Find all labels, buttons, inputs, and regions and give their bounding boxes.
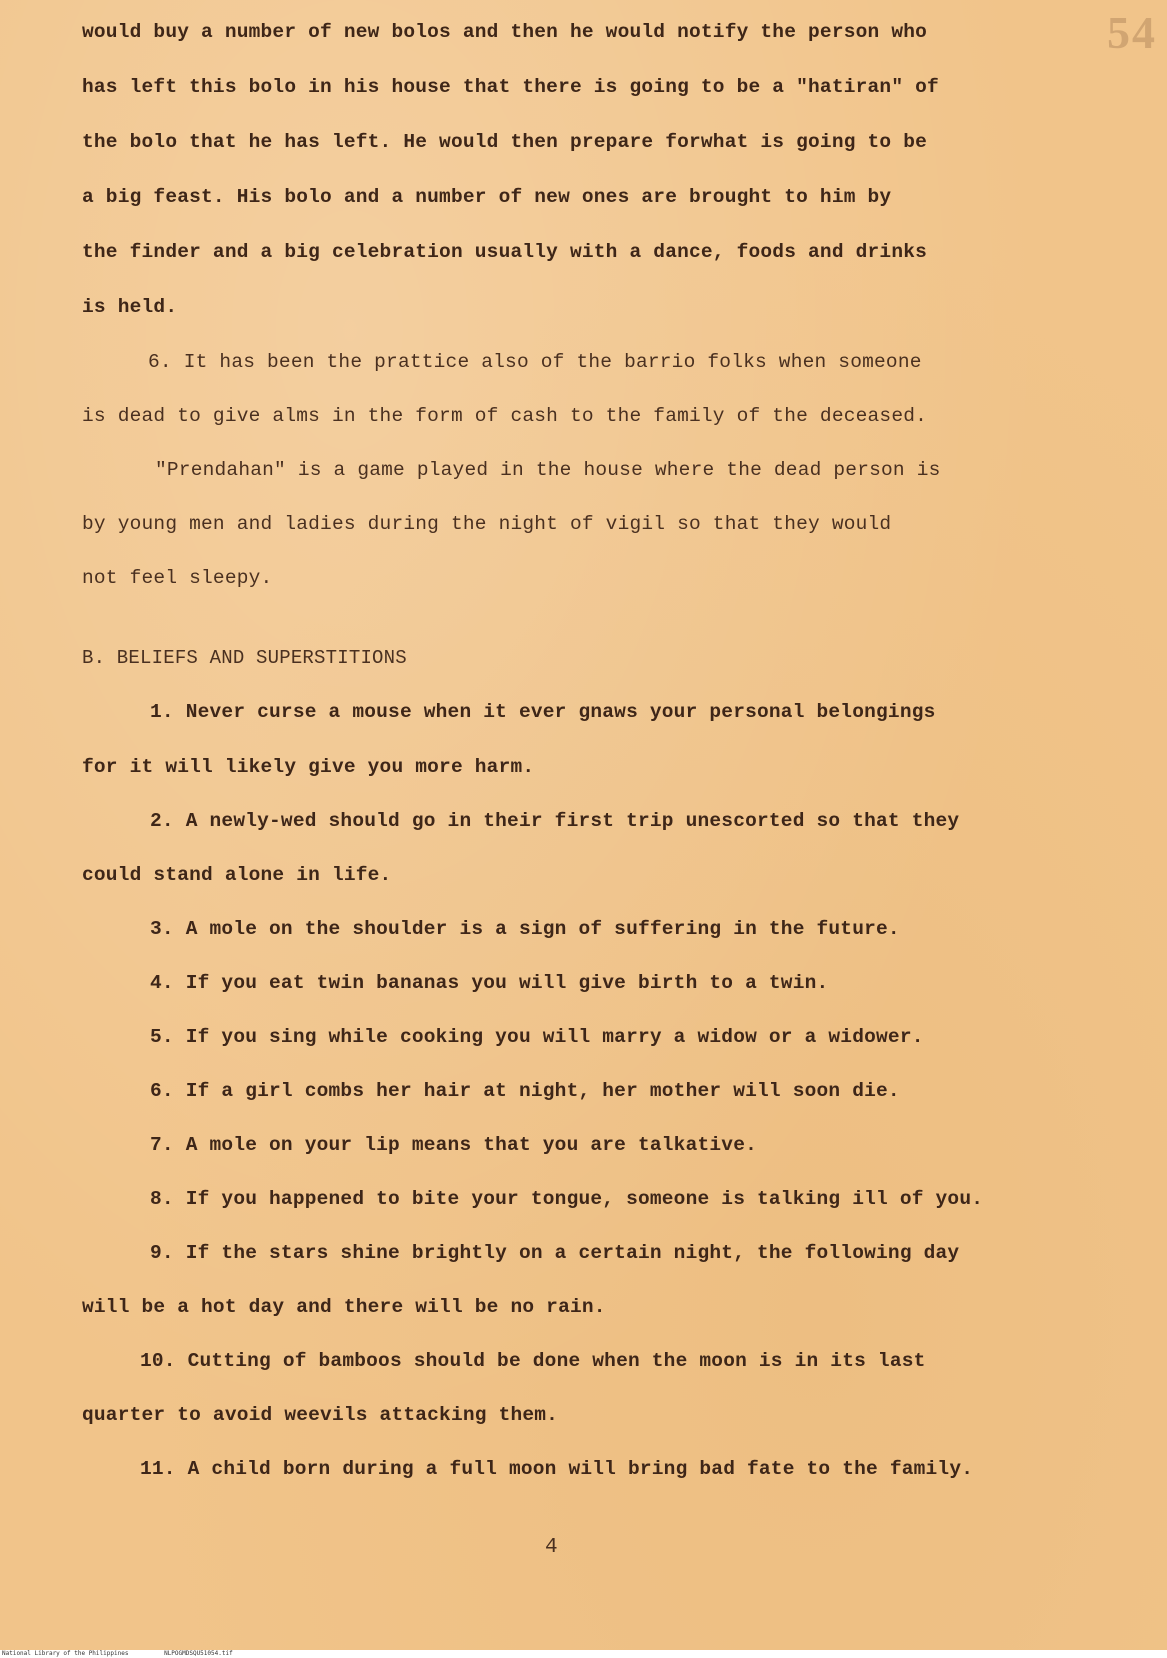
text-line: is held. <box>82 296 178 318</box>
text-line: 2. A newly-wed should go in their first trip unescorted so that they <box>150 810 960 832</box>
text-line: 4. If you eat twin bananas you will give birth to a twin. <box>150 972 829 994</box>
text-line: 3. A mole on the shoulder is a sign of suffering in the future. <box>150 918 900 940</box>
text-line: is dead to give alms in the form of cash to the family of the deceased. <box>82 405 928 427</box>
text-line: the finder and a big celebration usually with a dance, foods and drinks <box>82 241 928 263</box>
text-line: not feel sleepy. <box>82 567 273 589</box>
text-line: 10. Cutting of bamboos should be done when the moon is in its last <box>140 1350 926 1372</box>
text-line: the bolo that he has left. He would then prepare forwhat is going to be <box>82 131 928 153</box>
text-line: by young men and ladies during the night of vigil so that they would <box>82 513 892 535</box>
text-line: 11. A child born during a full moon will bring bad fate to the family. <box>140 1458 974 1480</box>
page-stamp-number: 54 <box>1107 7 1157 58</box>
text-line: could stand alone in life. <box>82 864 392 886</box>
text-line: has left this bolo in his house that there is going to be a "hatiran" of <box>82 76 939 98</box>
text-line: 6. If a girl combs her hair at night, her mother will soon die. <box>150 1080 900 1102</box>
text-line: for it will likely give you more harm. <box>82 756 535 778</box>
text-line: 9. If the stars shine brightly on a certain night, the following day <box>150 1242 960 1264</box>
text-line: 6. It has been the prattice also of the barrio folks when someone <box>148 351 922 373</box>
text-line: 5. If you sing while cooking you will marry a widow or a widower. <box>150 1026 924 1048</box>
footer-file: NLPOGMDSQU51054.tif <box>164 1650 233 1657</box>
text-line: 8. If you happened to bite your tongue, someone is talking ill of you. <box>150 1188 984 1210</box>
scan-footer <box>0 1650 1167 1658</box>
page-number: 4 <box>545 1536 558 1559</box>
text-line: will be a hot day and there will be no rain. <box>82 1296 606 1318</box>
text-line: would buy a number of new bolos and then he would notify the person who <box>82 21 928 43</box>
text-line: a big feast. His bolo and a number of new ones are brought to him by <box>82 186 892 208</box>
text-line: 1. Never curse a mouse when it ever gnaws your personal belongings <box>150 701 936 723</box>
text-line: 7. A mole on your lip means that you are talkative. <box>150 1134 757 1156</box>
footer-library: National Library of the Philippines <box>2 1650 129 1657</box>
text-line: quarter to avoid weevils attacking them. <box>82 1404 559 1426</box>
section-heading: B. BELIEFS AND SUPERSTITIONS <box>82 647 407 669</box>
text-line: "Prendahan" is a game played in the house where the dead person is <box>155 459 941 481</box>
